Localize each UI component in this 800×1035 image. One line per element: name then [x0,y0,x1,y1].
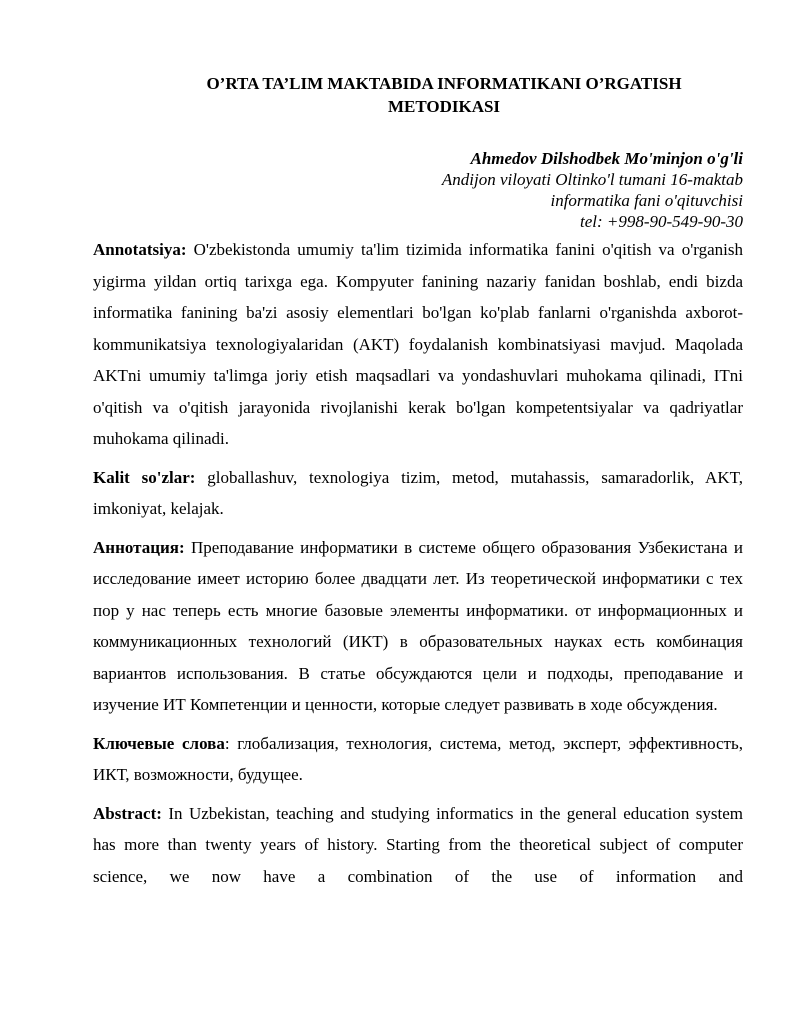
annotation-uz-text: O'zbekistonda umumiy ta'lim tizimida informatika fanini o'qitish va o'rganish yigirma yildan ortiq tarixga ega. Kompyuter fanining nazariy fanidan boshlab, endi bizda informatika fanining ba'zi asosiy elementlari bo'lgan ko'plab fanlarni o'rganishda axborot-kommunikatsiya texnologiyalaridan (AKT) foydalanish kombinatsiyasi mavjud. Maqolada AKTni umumiy ta'limga joriy etish maqsadlari va yondashuvlari muhokama qilinadi, ITni o'qitish va o'qitish jarayonida rivojlanishi kerak bo'lgan kompetentsiyalar va qadriyatlar muhokama qilinadi. [93,240,743,448]
author-name: Ahmedov Dilshodbek Mo'minjon o'g'li [470,149,743,168]
abstract-en [93,798,743,893]
annotation-ru [93,532,743,721]
keywords-uz [93,462,743,525]
author-affiliation-2: informatika fani o'qituvchisi [550,191,743,210]
keywords-ru [93,728,743,791]
annotation-ru-label: Аннотация: [93,537,185,557]
author-phone: tel: +998-90-549-90-30 [579,212,743,231]
annotation-ru-text: Преподавание информатики в системе общего образования Узбекистана и исследование имеет историю более двадцати лет. Из теоретической информатики с тех пор у нас теперь есть многие базовые элементы информатики. от информационных и коммуникационных технологий (ИКТ) в образовательных науках есть комбинация вариантов использования. В статье обсуждаются цели и подходы, преподавание и изучение ИТ Компетенции и ценности, которые следует развивать в ходе обсуждения. [93,537,743,714]
keywords-uz-text: globallashuv, texnologiya tizim, metod, mutahassis, samaradorlik, AKT, imkoniyat, kelajak. [93,467,743,518]
title-line-2: METODIKASI [387,97,501,116]
keywords-ru-text: : глобализация, технология, система, метод, эксперт, эффективность, ИКТ, возможности, будущее. [93,733,743,784]
keywords-uz-label: Kalit so'zlar: [93,467,196,487]
title-line-1: O’RTA TA’LIM MAKTABIDA INFORMATIKANI O’RGATISH [206,74,682,93]
annotation-uz [93,234,743,455]
paper-page [93,72,743,892]
author-affiliation-1: Andijon viloyati Oltinko'l tumani 16-maktab [441,170,743,189]
author-block [93,148,743,232]
paper-title [145,72,743,118]
annotation-uz-label: Annotatsiya: [93,240,187,259]
abstract-en-label: Abstract: [93,803,162,823]
keywords-ru-label: Ключевые слова [93,733,225,753]
abstract-en-text: In Uzbekistan, teaching and studying informatics in the general education system has more than twenty years of history. Starting from the theoretical subject of computer science, we now have a combination of the use of information and [93,803,743,886]
